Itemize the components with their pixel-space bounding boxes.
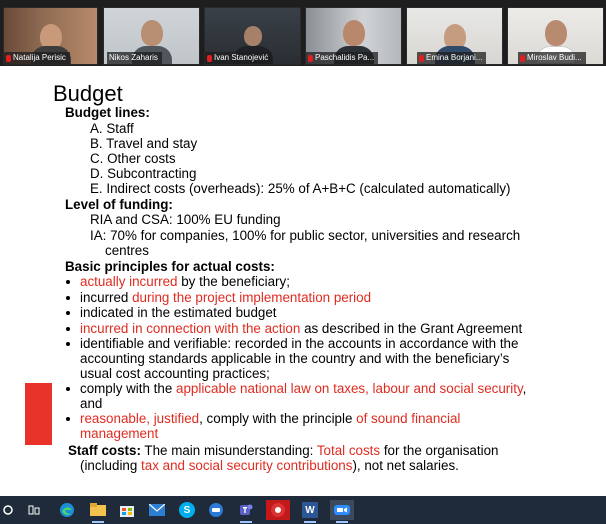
principle-item: comply with the applicable national law on taxes, labour and social security,: [80, 381, 527, 396]
funding-line: centres: [105, 243, 149, 258]
budget-line: A. Staff: [90, 121, 134, 136]
bullet: [66, 327, 70, 331]
participant-name: Nikos Zaharis: [109, 53, 158, 62]
principle-item: reasonable, justified, comply with the principle of sound financial: [80, 411, 461, 426]
principle-item: incurred in connection with the action as described in the Grant Agreement: [80, 321, 523, 336]
zoom-icon[interactable]: [330, 500, 354, 520]
mail-icon[interactable]: [147, 500, 167, 520]
word-icon[interactable]: W: [300, 500, 320, 520]
video-tile[interactable]: [507, 7, 604, 65]
search-icon[interactable]: [0, 500, 18, 520]
skype-icon[interactable]: S: [177, 500, 197, 520]
budget-line: D. Subcontracting: [90, 166, 197, 181]
bullet: [66, 280, 70, 284]
muted-mic-icon: [6, 55, 11, 62]
muted-mic-icon: [419, 55, 424, 62]
chrome-icon[interactable]: [266, 500, 290, 520]
video-strip: [0, 0, 606, 66]
funding-line: RIA and CSA: 100% EU funding: [90, 212, 281, 227]
principle-item: identifiable and verifiable: recorded in the accounts in accordance with the: [80, 336, 519, 351]
principle-item-cont: accounting standards applicable in the country and with the beneficiary’s: [80, 351, 510, 366]
bullet: [66, 417, 70, 421]
video-tile[interactable]: [406, 7, 503, 65]
video-tile[interactable]: [103, 7, 200, 65]
slide-title: Budget: [53, 81, 123, 106]
bullet: [66, 296, 70, 300]
principle-item-cont: management: [80, 426, 159, 441]
edge-icon[interactable]: [57, 500, 77, 520]
taskbar: [0, 496, 606, 524]
slide-accent-bar: [25, 383, 52, 445]
muted-mic-icon: [308, 55, 313, 62]
video-tile[interactable]: [204, 7, 301, 65]
participant-name: Paschalidis Pa...: [315, 53, 375, 62]
principles-heading: Basic principles for actual costs:: [65, 259, 275, 274]
participant-name: Miroslav Budi...: [527, 53, 582, 62]
muted-mic-icon: [207, 55, 212, 62]
participant-name: Natalija Perisic: [13, 53, 66, 62]
funding-line: IA: 70% for companies, 100% for public sector, universities and research: [90, 228, 521, 243]
shared-slide: [25, 73, 581, 489]
participant-name: Emina Borjani...: [426, 53, 483, 62]
budget-line: E. Indirect costs (overheads): 25% of A+B+C (calculated automatically): [90, 181, 511, 196]
participant-name: Ivan Stanojević: [214, 53, 269, 62]
budget-lines-heading: Budget lines:: [65, 105, 150, 120]
store-icon[interactable]: [117, 500, 137, 520]
muted-mic-icon: [520, 55, 525, 62]
funding-heading: Level of funding:: [65, 197, 173, 212]
staff-costs-line: Staff costs: The main misunderstanding: Total costs for the organisation: [68, 443, 499, 458]
video-tile[interactable]: [3, 7, 98, 65]
budget-line: C. Other costs: [90, 151, 176, 166]
principle-item: actually incurred by the beneficiary;: [80, 274, 290, 289]
bullet: [66, 387, 70, 391]
principle-item-cont: usual cost accounting practices;: [80, 366, 270, 381]
video-tile[interactable]: [305, 7, 402, 65]
teams-chat-icon[interactable]: [206, 500, 226, 520]
principle-item: indicated in the estimated budget: [80, 305, 277, 320]
budget-line: B. Travel and stay: [90, 136, 198, 151]
teams-icon[interactable]: [236, 500, 256, 520]
staff-costs-line: (including tax and social security contributions), not net salaries.: [80, 458, 459, 473]
task-view-icon[interactable]: [24, 500, 44, 520]
bullet: [66, 311, 70, 315]
principle-item: incurred during the project implementation period: [80, 290, 372, 305]
file-explorer-icon[interactable]: [88, 500, 108, 520]
bullet: [66, 342, 70, 346]
principle-item-cont: and: [80, 396, 103, 411]
